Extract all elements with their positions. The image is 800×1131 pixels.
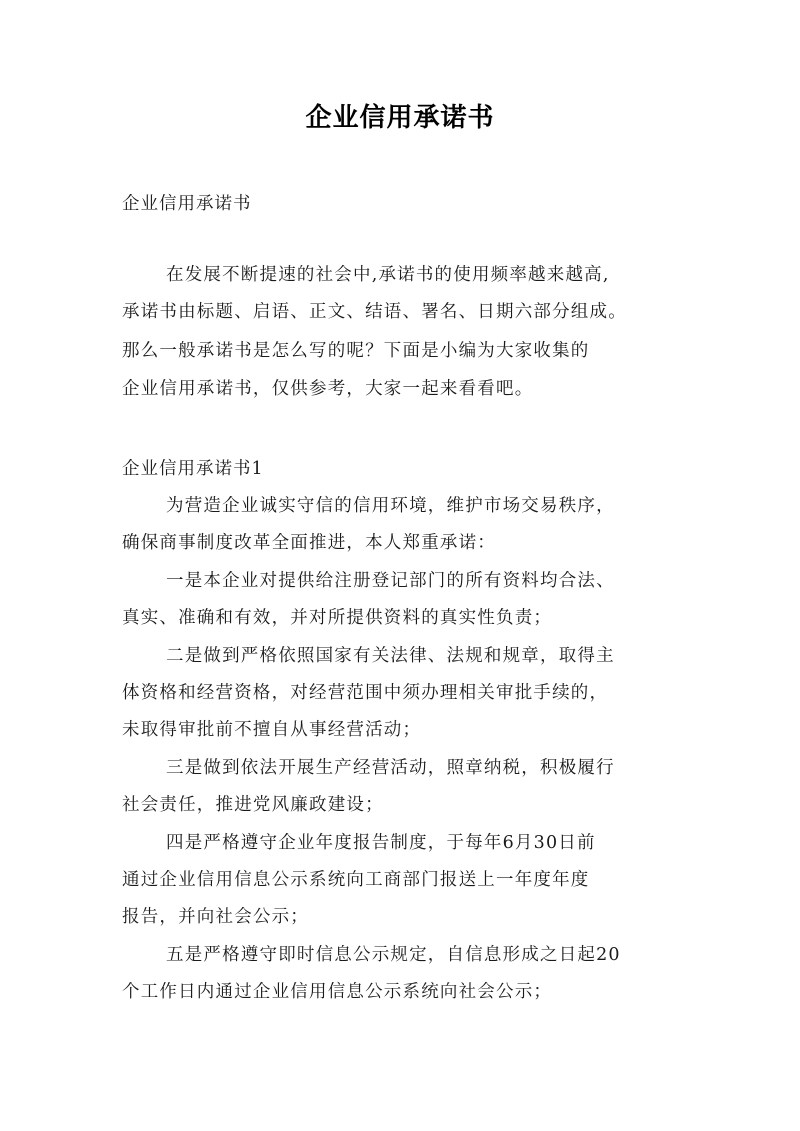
body-line: 五是严格遵守即时信息公示规定，自信息形成之日起20 bbox=[166, 945, 621, 965]
section-heading: 企业信用承诺书1 bbox=[122, 459, 264, 479]
body-line: 体资格和经营资格，对经营范围中须办理相关审批手续的， bbox=[122, 683, 609, 703]
intro-line: 那么一般承诺书是怎么写的呢？下面是小编为大家收集的 bbox=[122, 341, 590, 361]
body-line: 通过企业信用信息公示系统向工商部门报送上一年度年度 bbox=[122, 870, 590, 890]
body-line: 确保商事制度改革全面推进，本人郑重承诺： bbox=[122, 533, 496, 553]
body-line: 社会责任，推进党风廉政建设； bbox=[122, 795, 384, 815]
body-line: 未取得审批前不擅自从事经营活动； bbox=[122, 720, 422, 740]
body-line: 真实、准确和有效，并对所提供资料的真实性负责； bbox=[122, 608, 553, 628]
body-line: 报告，并向社会公示； bbox=[122, 907, 309, 927]
intro-line: 在发展不断提速的社会中,承诺书的使用频率越来越高, bbox=[166, 265, 610, 285]
intro-line: 承诺书由标题、启语、正文、结语、署名、日期六部分组成。 bbox=[122, 302, 627, 322]
body-line: 个工作日内通过企业信用信息公示系统向社会公示； bbox=[122, 982, 553, 1002]
document-title: 企业信用承诺书 bbox=[305, 103, 495, 133]
body-line: 二是做到严格依照国家有关法律、法规和规章，取得主 bbox=[166, 646, 615, 666]
body-line: 三是做到依法开展生产经营活动，照章纳税，积极履行 bbox=[166, 758, 615, 778]
intro-line: 企业信用承诺书，仅供参考，大家一起来看看吧。 bbox=[122, 379, 534, 399]
body-line: 为营造企业诚实守信的信用环境，维护市场交易秩序， bbox=[166, 496, 615, 516]
body-line: 四是严格遵守企业年度报告制度，于每年6月30日前 bbox=[166, 833, 596, 853]
body-line: 一是本企业对提供给注册登记部门的所有资料均合法、 bbox=[166, 571, 615, 591]
document-subtitle: 企业信用承诺书 bbox=[122, 194, 252, 214]
